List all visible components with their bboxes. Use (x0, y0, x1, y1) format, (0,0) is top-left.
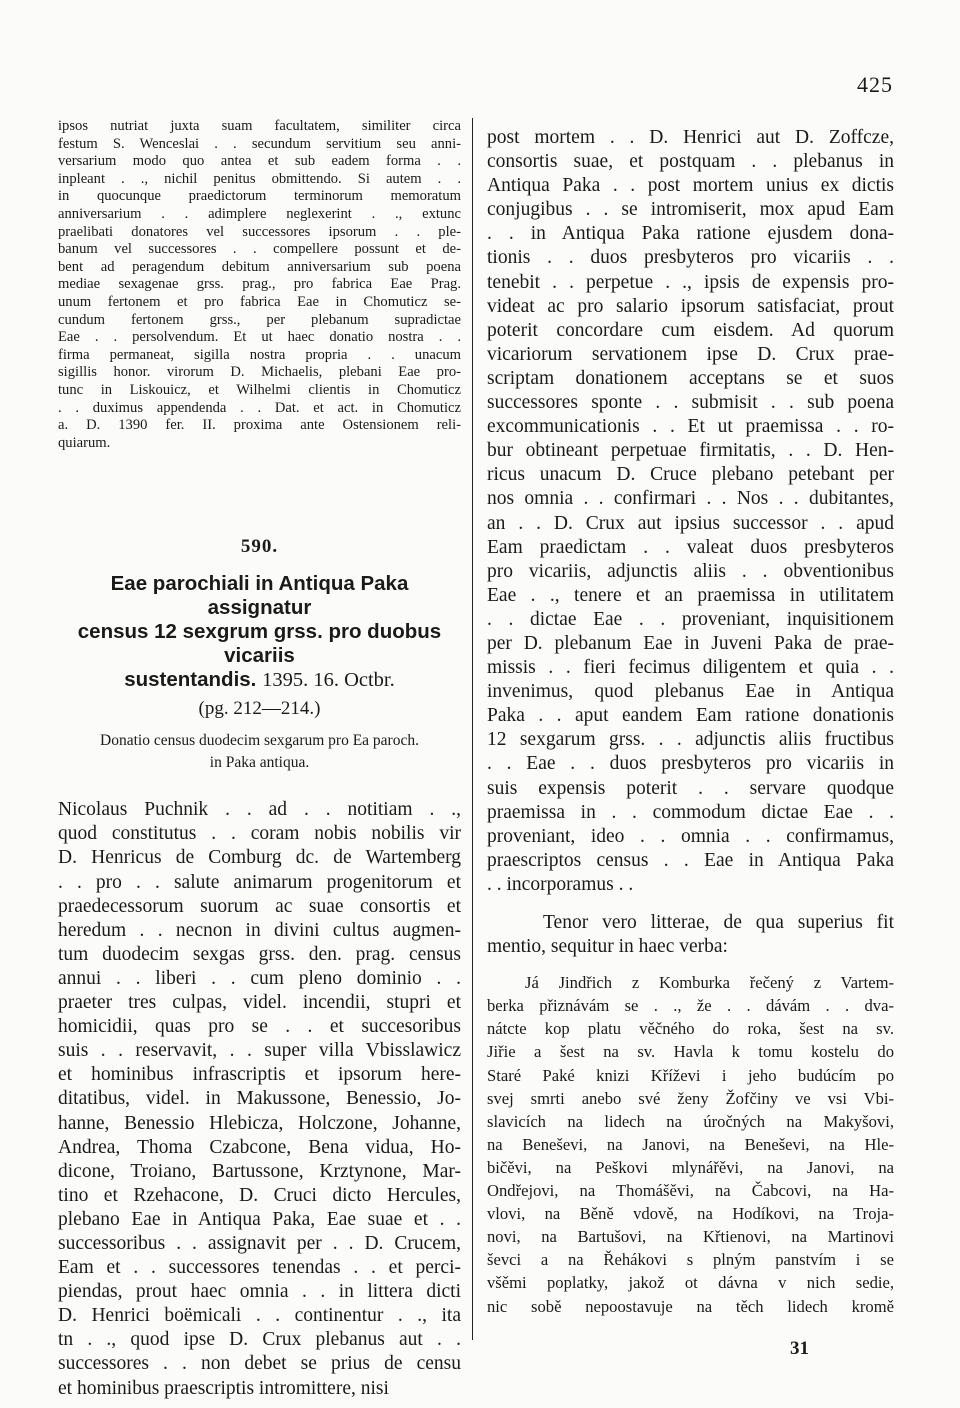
pages-reference: (pg. 212—214.) (198, 698, 321, 720)
text-line: Eae . ., tenere et an praemissa in utilitatem (487, 584, 894, 606)
text-line: successores sponte . . submisit . . sub poena (487, 392, 894, 414)
czech-text-line: berka přiznávám se . ., že . . dávám . . dva- (487, 996, 894, 1016)
czech-text-line: novi, na Bartušovi, na Křtienovi, na Martinovi (487, 1227, 894, 1247)
text-line: tum duodecim sexgas grss. den. prag. census (58, 943, 461, 965)
text-line: ditatibus, videl. in Makussone, Benessio, Jo- (58, 1088, 461, 1110)
previous-document-ending (58, 118, 461, 452)
czech-text-line: svej smrti anebo své ženy Žofčiny ve vsi Vbi- (487, 1088, 894, 1108)
czech-text-line: nic sobě nepoostavuje na těch lidech kromě (487, 1296, 894, 1316)
text-line: missis . . fieri fecimus diligentem et quia . . (487, 657, 894, 679)
text-line: bent ad peragendum debitum anniversarium sub poena (58, 258, 461, 275)
text-line: suis expensis poterit . . servare quodque (487, 777, 894, 799)
text-line: homicidii, quas pro se . . et succesoribus (58, 1016, 461, 1038)
text-line: banum vel successores . . compellere possunt et de- (58, 241, 461, 258)
text-line: hanne, Benessio Hlebicza, Holczone, Johanne, (58, 1112, 461, 1134)
czech-text-line: Jiřie a šest na sv. Havla k tomu kostelu do (487, 1042, 894, 1062)
text-line: successoribus . . assignavit per . . D. Crucem, (58, 1232, 461, 1254)
czech-text-line: všěmi poplatky, jakož ot dávna v nich sedie, (487, 1273, 894, 1293)
text-line: tionis . . duos presbyteros pro vicariis . . (487, 247, 894, 269)
text-line: invenimus, quod plebanus Eae in Antiqua (487, 681, 894, 703)
text-line: anniversarium . . adimplere neglexerint . ., extunc (58, 205, 461, 222)
czech-text-line: ševci a na Řehákovi s plným panstvím i se (487, 1250, 894, 1270)
text-line: . . pro . . salute animarum progenitorum et (58, 871, 461, 893)
czech-text-line: nátcte kop platu věčného do roka, šest na sv. (487, 1019, 894, 1039)
text-line: successores . . non debet se prius de censu (58, 1353, 461, 1375)
text-line: ricus unacum D. Cruce plebano petebant per (487, 464, 894, 486)
text-line: inpleant . ., nichil penitus obmittendo. Si autem . . (58, 170, 461, 187)
text-line: praedecessorum suorum ac suae consortis et (58, 895, 461, 917)
text-line: Andrea, Thoma Czabcone, Bena vidua, Ho- (58, 1136, 461, 1158)
text-line: . . Eae . . duos presbyteros pro vicariis in (487, 753, 894, 775)
text-line: sigillis honor. virorum D. Michaelis, plebani Eae pro- (58, 364, 461, 381)
heading-date: 1395. 16. Octbr. (262, 669, 395, 692)
text-line: . . in Antiqua Paka ratione ejusdem dona- (487, 223, 894, 245)
text-line: Tenor vero litterae, de qua superius fit (543, 912, 894, 933)
tenor-paragraph (487, 911, 894, 959)
text-line: . . incorporamus . . (487, 873, 634, 895)
regest-line: in Paka antiqua. (209, 754, 310, 772)
text-line: Nicolaus Puchnik . . ad . . notitiam . ., (58, 799, 461, 821)
text-line: praelibati donatores vel successores ipsorum . . ple- (58, 223, 461, 240)
text-line: nos omnia . . confirmari . . Nos . . dubitantes, (487, 488, 894, 510)
czech-text-line: Já Jindřich z Komburka řečený z Vartem- (525, 973, 894, 993)
heading-line (58, 668, 461, 692)
text-line: a. D. 1390 fer. II. proxima ante Ostensionem reli- (58, 417, 461, 434)
czech-text-line: Staré Paké knizi Kříževi i jeho budúcím po (487, 1065, 894, 1085)
column-divider (472, 118, 473, 1340)
document-body-left (58, 798, 461, 1400)
left-column (58, 118, 461, 1401)
text-line: quod constitutus . . coram nobis nobilis vir (58, 823, 461, 845)
text-line: suis . . reservavit, . . super villa Vbisslawicz (58, 1040, 461, 1062)
document-heading (58, 572, 461, 692)
text-line: praescriptos census . . Eae in Antiqua Paka (487, 849, 894, 871)
text-line: plebano Eae in Antiqua Paka, Eae suae et . . (58, 1208, 461, 1230)
signature-mark: 31 (790, 1338, 809, 1359)
text-line: post mortem . . D. Henrici aut D. Zoffcze, (487, 127, 894, 148)
text-line: D. Henrici boëmicali . . continentur . ., ita (58, 1305, 461, 1327)
text-line: Eam et . . successores tenendas . . et perci- (58, 1257, 461, 1279)
regest-line: Donatio census duodecim sexgarum pro Ea paroch. (100, 732, 419, 750)
text-line: pro vicariis, adjunctis aliis . . obventionibus (487, 560, 894, 582)
text-line: annui . . liberi . . cum pleno dominio . . (58, 967, 461, 989)
czech-letter-text (487, 971, 894, 1317)
text-line: 12 sexgarum grss. . . adjunctis aliis fructibus (487, 729, 894, 751)
czech-text-line: Ondřejovi, na Thomášěvi, na Čabcovi, na Ha- (487, 1181, 894, 1201)
text-line: per D. plebanum Eae in Juveni Paka de prae- (487, 632, 894, 654)
text-line: an . . D. Crux aut ipsius successor . . apud (487, 512, 894, 534)
text-line: unum fertonem et pro fabrica Eae in Chomuticz se- (58, 293, 461, 310)
czech-text-line: slavicích na lidech na úročných na Makyšovi, (487, 1111, 894, 1131)
text-line: ipsos nutriat juxta suam facultatem, similiter circa (58, 118, 461, 134)
text-line: mediae sexagenae grss. prag., pro fabrica Eae Prag. (58, 276, 461, 293)
czech-text-line: na Beneševi, na Janovi, na Beneševi, na Hle- (487, 1134, 894, 1154)
text-line: cundum fertonem grss., per plebanum supradictae (58, 311, 461, 328)
text-line: in quocunque praedictorum terminorum memoratum (58, 188, 461, 205)
text-line: conjugibus . . se intromiserit, mox apud Eam (487, 199, 894, 221)
page-number: 425 (857, 72, 893, 97)
text-line: dicone, Troiano, Bartussone, Krztynone, Mar- (58, 1160, 461, 1182)
heading-line-text: sustentandis. (124, 668, 257, 692)
czech-text-line: bičěvi, na Peškovi mlynářěvi, na Janovi, na (487, 1157, 894, 1177)
right-column (487, 118, 894, 1318)
heading-line: census 12 sexgrum grss. pro duobus vicariis (77, 620, 442, 668)
text-line: piendas, prout haec omnia . . in littera dicti (58, 1281, 461, 1303)
czech-text-line: vlovi, na Běně vdově, na Hodíkovi, na Troja- (487, 1204, 894, 1224)
text-line: tenebit . . perpetue . ., ipsis de expensis pro- (487, 271, 894, 293)
text-line: mentio, sequitur in haec verba: (487, 936, 728, 958)
text-line: Paka . . aput eandem Eam ratione donationis (487, 705, 894, 727)
text-line: bur obtineant perpetuae firmitatis, . . D. Hen- (487, 440, 894, 462)
text-line: videat ac pro salario ipsorum satisfaciat, prout (487, 295, 894, 317)
text-line: heredum . . necnon in divini cultus augmen- (58, 919, 461, 941)
document-number: 590. (240, 536, 279, 558)
text-line: Antiqua Paka . . post mortem unius ex dictis (487, 175, 894, 197)
text-line: consortis suae, et postquam . . plebanus in (487, 151, 894, 173)
regest (58, 730, 461, 774)
text-line: D. Henricus de Comburg dc. de Wartemberg (58, 847, 461, 869)
text-line: Eae . . persolvendum. Et ut haec donatio nostra . . (58, 329, 461, 346)
text-line: scriptam donationem acceptans se et suos (487, 367, 894, 389)
text-line: proveniant, ideo . . omnia . . confirmamus, (487, 825, 894, 847)
text-line: praemissa in . . commodum dictae Eae . . (487, 801, 894, 823)
text-line: versarium modo quo antea et sub eadem forma . . (58, 153, 461, 170)
text-line: praeter tres culpas, videl. incendii, stupri et (58, 992, 461, 1014)
text-line: et hominibus praescriptis intromittere, nisi (58, 1377, 389, 1399)
text-line: Eam praedictam . . valeat duos presbyteros (487, 536, 894, 558)
text-line: et hominibus infrascriptis et ipsorum here- (58, 1064, 461, 1086)
text-line: . . duximus appendenda . . Dat. et act. in Chomuticz (58, 399, 461, 416)
text-line: firma permaneat, sigilla nostra propria . . unacum (58, 346, 461, 363)
text-line: tunc in Liskouicz, et Wilhelmi clientis in Chomuticz (58, 381, 461, 398)
text-line: poterit concordare cum eisdem. Ad quorum (487, 319, 894, 341)
text-line: festum S. Wenceslai . . secundum servitium seu anni- (58, 135, 461, 152)
text-line: quiarum. (58, 434, 111, 451)
text-line: . . dictae Eae . . proveniant, inquisitionem (487, 608, 894, 630)
text-line: vicariorum servationem ipse D. Crux prae- (487, 343, 894, 365)
heading-line: Eae parochiali in Antiqua Paka assignatur (110, 572, 409, 620)
document-body-right (487, 126, 894, 897)
text-line: tn . ., quod ipse D. Crux plebanus aut . . (58, 1329, 461, 1351)
text-line: excommunicationis . . Et ut praemissa . . ro- (487, 416, 894, 438)
text-line: tino et Rzehacone, D. Cruci dicto Hercules, (58, 1184, 461, 1206)
